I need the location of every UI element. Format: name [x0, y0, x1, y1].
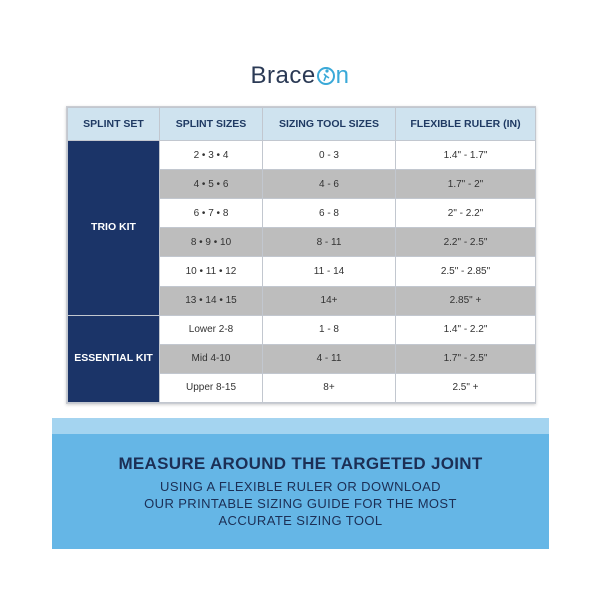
ruler-cell: 2.5" - 2.85" [396, 257, 536, 286]
sizing-tool-cell: 14+ [263, 286, 396, 315]
splint-size-cell: Mid 4-10 [160, 344, 263, 373]
sizing-tool-cell: 8 - 11 [263, 228, 396, 257]
sizing-table [66, 106, 536, 404]
banner-subtext [52, 478, 549, 529]
banner-line: ACCURATE SIZING TOOL [218, 513, 383, 528]
splint-size-cell: 10 • 11 • 12 [160, 257, 263, 286]
banner-highlight [52, 418, 549, 434]
splint-size-cell: 13 • 14 • 15 [160, 286, 263, 315]
splint-set-trio-kit: TRIO KIT [68, 141, 160, 316]
splint-size-cell: Upper 8-15 [160, 373, 263, 402]
sizing-tool-cell: 4 - 6 [263, 170, 396, 199]
sizing-tool-cell: 11 - 14 [263, 257, 396, 286]
ruler-cell: 1.4" - 1.7" [396, 141, 536, 170]
ruler-cell: 1.7" - 2.5" [396, 344, 536, 373]
header-splint-set: SPLINT SET [68, 108, 160, 141]
splint-size-cell: 8 • 9 • 10 [160, 228, 263, 257]
header-sizing-tool-sizes: SIZING TOOL SIZES [263, 108, 396, 141]
table-header-row [68, 108, 536, 141]
logo-text-brace: Brace [250, 62, 316, 89]
ruler-cell: 1.4" - 2.2" [396, 315, 536, 344]
measure-banner [52, 418, 549, 549]
ruler-cell: 2.2" - 2.5" [396, 228, 536, 257]
table-row [68, 141, 536, 170]
header-flexible-ruler: FLEXIBLE RULER (IN) [396, 108, 536, 141]
sizing-tool-cell: 8+ [263, 373, 396, 402]
logo-runner-icon [316, 66, 336, 86]
sizing-tool-cell: 6 - 8 [263, 199, 396, 228]
sizing-tool-cell: 1 - 8 [263, 315, 396, 344]
logo-text-on: n [335, 62, 350, 89]
splint-size-cell: Lower 2-8 [160, 315, 263, 344]
ruler-cell: 2.85" + [396, 286, 536, 315]
ruler-cell: 2.5" + [396, 373, 536, 402]
table-row [68, 315, 536, 344]
splint-size-cell: 4 • 5 • 6 [160, 170, 263, 199]
header-splint-sizes: SPLINT SIZES [160, 108, 263, 141]
sizing-tool-cell: 0 - 3 [263, 141, 396, 170]
splint-size-cell: 6 • 7 • 8 [160, 199, 263, 228]
ruler-cell: 1.7" - 2" [396, 170, 536, 199]
braceon-logo [0, 62, 600, 90]
splint-size-cell: 2 • 3 • 4 [160, 141, 263, 170]
banner-line: USING A FLEXIBLE RULER OR DOWNLOAD [160, 479, 441, 494]
banner-headline: MEASURE AROUND THE TARGETED JOINT [118, 454, 483, 473]
splint-set-essential-kit: ESSENTIAL KIT [68, 315, 160, 402]
ruler-cell: 2" - 2.2" [396, 199, 536, 228]
sizing-tool-cell: 4 - 11 [263, 344, 396, 373]
banner-line: OUR PRINTABLE SIZING GUIDE FOR THE MOST [144, 496, 457, 511]
